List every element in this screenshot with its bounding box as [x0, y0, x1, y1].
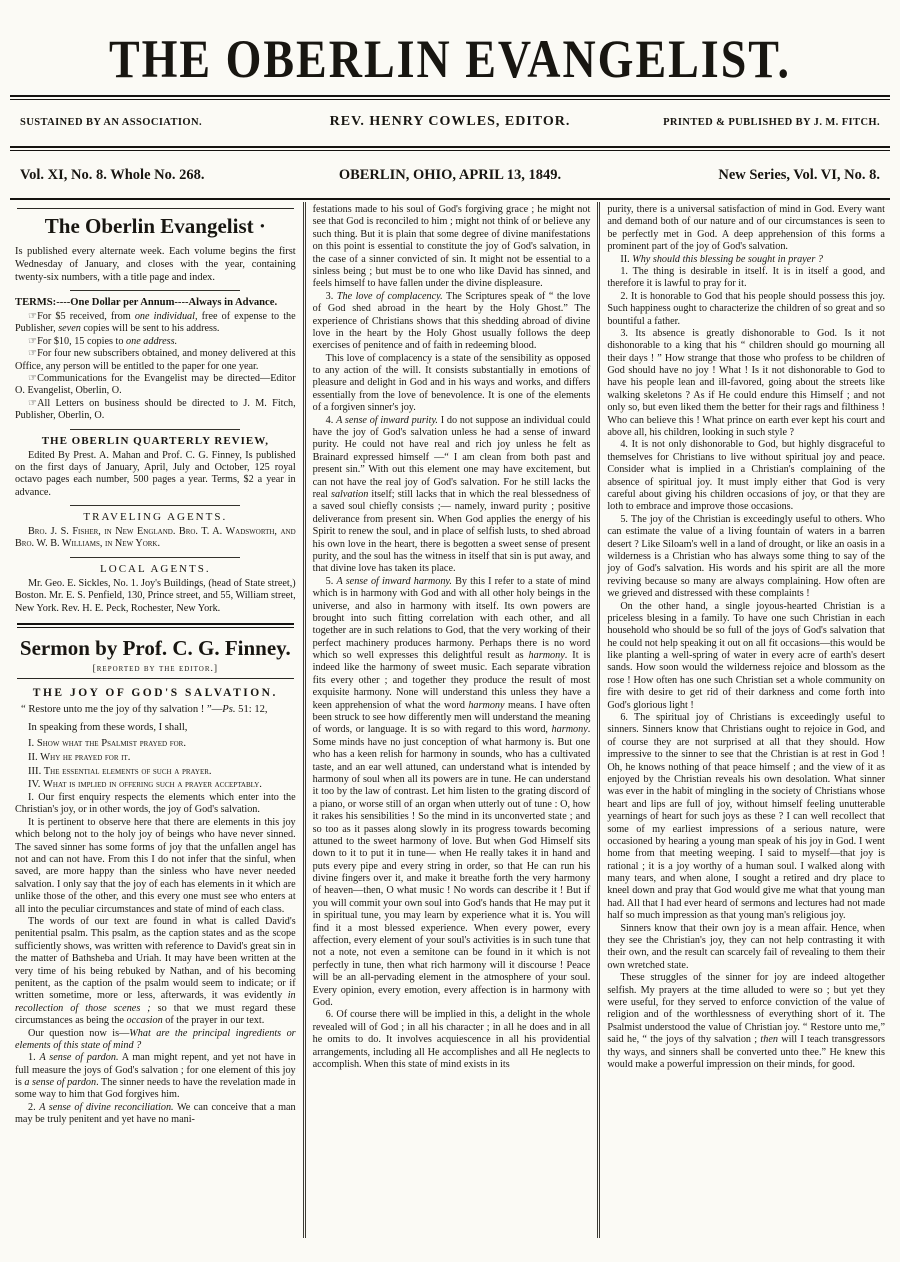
- publisher-line: PRINTED & PUBLISHED BY J. M. FITCH.: [663, 117, 881, 128]
- sermon-paragraph: Our question now is—What are the principal ingredients or elements of this state of mind ?: [15, 1027, 296, 1051]
- masthead-title: THE OBERLIN EVANGELIST.: [108, 28, 792, 89]
- sermon-paragraph: 4. It is not only dishonorable to God, but highly disgraceful to themselves for Christians to live without spiritual joy and peace. Consider what is implied in a Christian's complaining of the absence of spiritual joy. It must imply either that God is very careful about giving his children occasions of joy, or that they are loth to embrace and improve those occasions.: [607, 439, 885, 513]
- sermon-text-col1: [15, 792, 296, 1127]
- terms-item: ☞For $10, 15 copies to one address.: [28, 335, 178, 347]
- column-1: [8, 202, 303, 1238]
- sermon-text-col3: [607, 204, 885, 1071]
- sermon-paragraph: 6. Of course there will be implied in this, a delight in the whole revealed will of God ; in all his character ; in all he does and in all he omits to do. It involves acquiescence in all his providential arrangements, including all He accomplishes and all He neglects to accomplish. When this state of mind exists in its: [312, 1009, 591, 1070]
- quarterly-review-text: Edited By Prest. A. Mahan and Prof. C. G. Finney, Is published on the first days of January, April, July and October, 125 royal octavo pages each number, 500 pages a year. Terms, $2 a year in advance.: [15, 449, 296, 498]
- sermon-paragraph: It is pertinent to observe here that there are elements in this joy which belong not to the holy joy of beings who have never sinned. The saved sinner has some forms of joy that the unfallen angel has not and can not have. From this I do not infer that the sinful, when saved, are more happy than the sinless who have never needed salvation. I only say that the joy of each has elements in it which are unlike those of the other, and this every one must see who enters at all into the peculiar circumstances and state of mind of each class.: [15, 816, 296, 915]
- editor-line: REV. HENRY COWLES, EDITOR.: [329, 114, 571, 129]
- association-line: SUSTAINED BY AN ASSOCIATION.: [20, 117, 202, 128]
- divider: [17, 678, 294, 680]
- sermon-paragraph: This love of complacency is a state of the sensibility as opposed to any action of the will. It consists substantially in emotions of pleasure and delight in God and in his ways and works, and differs essentially from the love of benevolence. It is one of the elements of a forgiven sinner's joy.: [312, 352, 591, 414]
- series-info: New Series, Vol. VI, No. 8.: [718, 167, 881, 183]
- masthead-rule: [10, 95, 890, 100]
- sermon-paragraph: On the other hand, a single joyous-hearted Christian is a priceless blesing in a family. To have one such Christian in each household who should be so full of the joys of God's salvation that he could not help speaking it out on all fit occasions—this would be like planting a well-spring of water in every acre of earth's desert sands. How soon would the wilderness rejoice and blossom as the rose ! How often has one such Christian set a whole community on fire with desire to get rid of their darkness and come forth into God's glorious light !: [607, 600, 885, 711]
- traveling-agents-text: Bro. J. S. Fisher, in New England. Bro. T. A. Wadsworth, and Bro. W. B. Williams, in New York.: [15, 526, 296, 550]
- outline-item: III. The essential elements of such a prayer.: [28, 765, 212, 777]
- sermon-subject: THE JOY OF GOD'S SALVATION.: [32, 687, 278, 700]
- pubrow-rule: [10, 146, 890, 151]
- volume-info: Vol. XI, No. 8. Whole No. 268.: [20, 167, 205, 183]
- sermon-outline: [15, 737, 296, 792]
- sermon-paragraph: 1. A sense of pardon. A man might repent, and yet not have in full measure the joys of God's salvation ; for one element of this joy is a sense of pardon. The sinner needs to have the revelation made in some way to him that God forgives him.: [15, 1052, 296, 1101]
- sermon-paragraph: 1. The thing is desirable in itself. It is in itself a good, and therefore it is lawful to pray for it.: [607, 265, 885, 290]
- terms-item: ☞For $5 received, from one individual, free of expense to the Publisher, seven copies will be sent to his address.: [15, 311, 296, 335]
- outline-item: IV. What is implied in offering such a prayer acceptably.: [28, 779, 262, 791]
- sermon-paragraph: 3. The love of complacency. The Scriptures speak of “ the love of God shed abroad in the heart by the Holy Ghost.” The experience of Christians shows that this shedding abroad of divine love in the heart by the Holy Ghost usually follows the deep exercises of penitence and of faith in redeeming blood.: [312, 290, 591, 352]
- sermon-byline: [reported by the editor.]: [92, 664, 219, 675]
- sermon-paragraph: The words of our text are found in what is called David's penitential psalm. This psalm, as the caption states and as the scope sufficiently shows, was written with reference to David's great sin in the matter of Bathsheba and Uriah. It may have been written at the very time of his being rebuked by Nathan, and of his becoming penitent, as the caption of the psalm would seem to indicate; or if written sometime, more or less, afterwards, it was evidently in recollection of those scenes ; so that we must regard these circumstances as being the occasion of the prayer in our text.: [15, 916, 296, 1027]
- sermon-text-col2: [313, 204, 591, 1071]
- sermon-title: Sermon by Prof. C. G. Finney.: [19, 636, 291, 661]
- col1-top-rule: [17, 208, 294, 210]
- sermon-intro-line: In speaking from these words, I shall,: [28, 722, 188, 734]
- outline-item: I. Show what the Psalmist prayed for.: [28, 738, 186, 750]
- body-columns: [8, 202, 892, 1238]
- sermon-rule: [17, 623, 294, 628]
- terms-item: ☞Communications for the Evangelist may be directed—Editor O. Evangelist, Oberlin, O.: [15, 372, 296, 397]
- sermon-paragraph: These struggles of the sinner for joy are indeed altogether selfish. My prayers at the time alluded to were so ; but yet they were useful, for they served to enforce conviction of the value of religion and of the worthlessness of everything short of it. The Psalmist understood the value of Christian joy. “ Restore unto me,” said he, “ the joys of thy salvation ; then will I teach transgressors thy ways, and sinners shall be converted unto thee.” He knew this would make a powerful impression on their minds, for good.: [607, 972, 885, 1070]
- issue-row: [8, 167, 892, 184]
- scripture-verse: “ Restore unto me the joy of thy salvation ! ”—Ps. 51: 12,: [21, 704, 268, 716]
- local-agents-text: Mr. Geo. E. Sickles, No. 1. Joy's Buildings, (head of State street,) Boston. Mr. E. S. Penfield, 130, Prince street, and 55, William street, New York. Rev. H. E. Peck, Rochester, New York.: [15, 577, 296, 614]
- paper-title: The Oberlin Evangelist ·: [44, 214, 266, 238]
- issue-rule: [10, 198, 890, 200]
- publisher-row: [8, 114, 892, 130]
- divider: [70, 290, 240, 291]
- quarterly-review-heading: THE OBERLIN QUARTERLY REVIEW,: [41, 434, 269, 447]
- sermon-paragraph: festations made to his soul of God's forgiving grace ; he might not see that God is reconciled to him ; might not think of or believe any such thing. But it is plain that some degree of divine manifestations on this point is essential to constitute the joy of God's salvation, in the case of a sinner convicted of sin. It might not be essential to a sinless being ; but must be to one who like David has sinned, and feels himself to have fallen under the divine displeasure.: [312, 204, 591, 290]
- sermon-paragraph: 2. It is honorable to God that his people should possess this joy. Such happiness ought to characterize the children of so great and so bountiful a father.: [607, 290, 885, 327]
- sermon-paragraph: 5. A sense of inward harmony. By this I refer to a state of mind which is in harmony with God and with all other holy beings in the universe, and also in harmony with itself. Its own powers are brought into such fitting correlation with each other, and all together are in such relations to God, that the very working of their perfect machinery produces harmony. Perhaps there is no word which so well expresses this delightful result as harmony. It is indeed like the harmony of sweet music. Each separate vibration fits every other ; and together they produce the result of most exquisite harmony. None will understand this unless they have a keen apprehension of what the word harmony means. I have often been struck to see how differently men will understand the meaning of words, or language. It is so with regard to this word, harmony. Some minds have no just conception of what harmony is. But one who has a keen relish for harmony in sounds, who has a cultivated taste, and an ear well attuned, can understand what is intended by harmony of soul when all its powers are in tune. He can understand it too by the law of contrast. Let him listen to the grating discord of a piano, or worse still of an organ when utterly out of tune : O, how it rakes his sensibilities ! So the mind in its unconverted state ; and so too as it passes along slowly in its progress towards becoming attuned to the sweet harmony of love. But when God Himself sits down to it to put it in tune— when He really takes it in hand and puts every pipe and every string in order, so that He can run his divine fingers over it, and make it breathe forth the very harmony of heaven—then, O what music ! No words can describe it ! But if you will commit your own soul into God's hands that He may put it in spiritual tune, you may learn by experience what it is. You will find it a most blessed experience. When every power, every affection, every element of your soul's activities is in such tune that not a note, not even a semitone can be found in it which is not perfectly in tune, then what rich harmony will it discourse ! Peace will be an all-pervading element in the atmosphere of your soul. Every opinion, every emotion, every affection is in harmony with God.: [312, 575, 591, 1008]
- divider: [70, 429, 240, 430]
- sermon-paragraph: 2. A sense of divine reconciliation. We can conceive that a man may be truly penitent and yet have no mani-: [15, 1101, 296, 1126]
- terms-list: [15, 311, 296, 423]
- publication-info: Is published every alternate week. Each volume begins the first Wednesday of January, and closes with the year, containing twenty-six numbers, with a title page and index.: [15, 246, 296, 283]
- sermon-paragraph: 5. The joy of the Christian is exceedingly useful to others. Who can estimate the value of a living fountain of waters in a barren desert ? Like Siloam's well in a land of drought, or like an oasis in a wilderness is a Christian who has always some thing to say of the joy of God's salvation. His words and his spirit are all the more reviving because so many are always complaining. How often are we grieved and distressed with these complaints !: [607, 513, 885, 600]
- sermon-paragraph: 6. The spiritual joy of Christians is exceedingly useful to sinners. Sinners know that Christians ought to rejoice in God, and of course they are not surprised at all that they should. How impressive to the sinner to see that the Christian is at rest in God ! Oh, he knows nothing of that peace himself ; and the view of it as enjoyed by the Christian reveals his own desolation. What sinner was ever in the habit of mingling in the society of Christians whose heart and lips are full of joy, without himself feeling unutterable yearnings of heart for such joys as these ? I can well recollect that some of my earliest impressions of a serious nature, were occasioned by hearing a young man speak of his joy in God. I went home from that meeting weeping. I said to myself—that joy is rational ; it is a joy worthy of a human soul. I walked along with many tears, and when alone, I sought a retired and dry place to kneel down and pray that God would give me what that young man had. All that I had ever heard of sermons and lectures had not made half so much impression as that young man's religious joy.: [607, 712, 885, 922]
- dateline: OBERLIN, OHIO, APRIL 13, 1849.: [338, 167, 562, 183]
- local-agents-heading: LOCAL AGENTS.: [100, 562, 211, 575]
- sermon-paragraph: II. Why should this blessing be sought in prayer ?: [620, 253, 823, 265]
- sermon-paragraph: Sinners know that their own joy is a mean affair. Hence, when they see the Christian's joy, they can not help contrasting it with their own, and the result can scarcely fail of revealing to them their own wretched state.: [607, 922, 885, 971]
- terms-item: ☞For four new subscribers obtained, and money delivered at this Office, any person will be entitled to the paper for one year.: [15, 348, 296, 372]
- outline-item: II. Why he prayed for it.: [28, 751, 131, 763]
- terms-item: ☞All Letters on business should be directed to J. M. Fitch, Publisher, Oberlin, O.: [15, 397, 296, 422]
- sermon-paragraph: I. Our first enquiry respects the elements which enter into the Christian's joy, or in other words, the joy of God's salvation.: [15, 792, 296, 816]
- divider: [70, 557, 240, 558]
- terms-heading: TERMS:----One Dollar per Annum----Always in Advance.: [15, 297, 278, 308]
- divider: [70, 505, 240, 506]
- traveling-agents-heading: TRAVELING AGENTS.: [83, 511, 228, 524]
- sermon-paragraph: 3. Its absence is greatly dishonorable to God. Is it not dishonorable to a king that his “ children should go mourning all their days ! ” How strange that those who profess to be children of God should have no joy ! What ! Is it not dishonorable to God to have his people lean and ill-favored, going about the streets like walking skeletons ? As if He could endure this Himself ; and not only so, but even liked them the better for their rags and filthiness ! Who can believe this ! What prince on earth ever kept his court and above all, his children, looking in such style ?: [607, 327, 885, 439]
- sermon-paragraph: purity, there is a universal satisfaction of mind in God. Every want and demand both of our nature and of our circumstances is seen to be perfectly met in God. A deep apprehension of this forms a prominent part of the joy of God's salvation.: [607, 204, 885, 253]
- sermon-paragraph: 4. A sense of inward purity. I do not suppose an individual could have the joy of God's salvation unless he had a sense of inward purity. He could not have real and rich joy unless he felt as Brainard expressed himself —“ I am clean from both past and present sin.” With out this element one may have excitement, but can not have the real joy of God's salvation. For he still lacks the real salvation itself; still lacks that in which the real blessedness of a saved soul chiefly consists ;— namely, inward purity ; positive deliverance from present sin. When God applies the energy of his Spirit to renew the soul, and in place of selfish lusts, to shed abroad his own love in the heart, there is begotten a sweet sense of present purity, and the soul has the witness in itself that sin is put away, and that divine love has taken its place.: [312, 414, 591, 575]
- column-2: [303, 202, 598, 1238]
- column-3: [597, 202, 892, 1238]
